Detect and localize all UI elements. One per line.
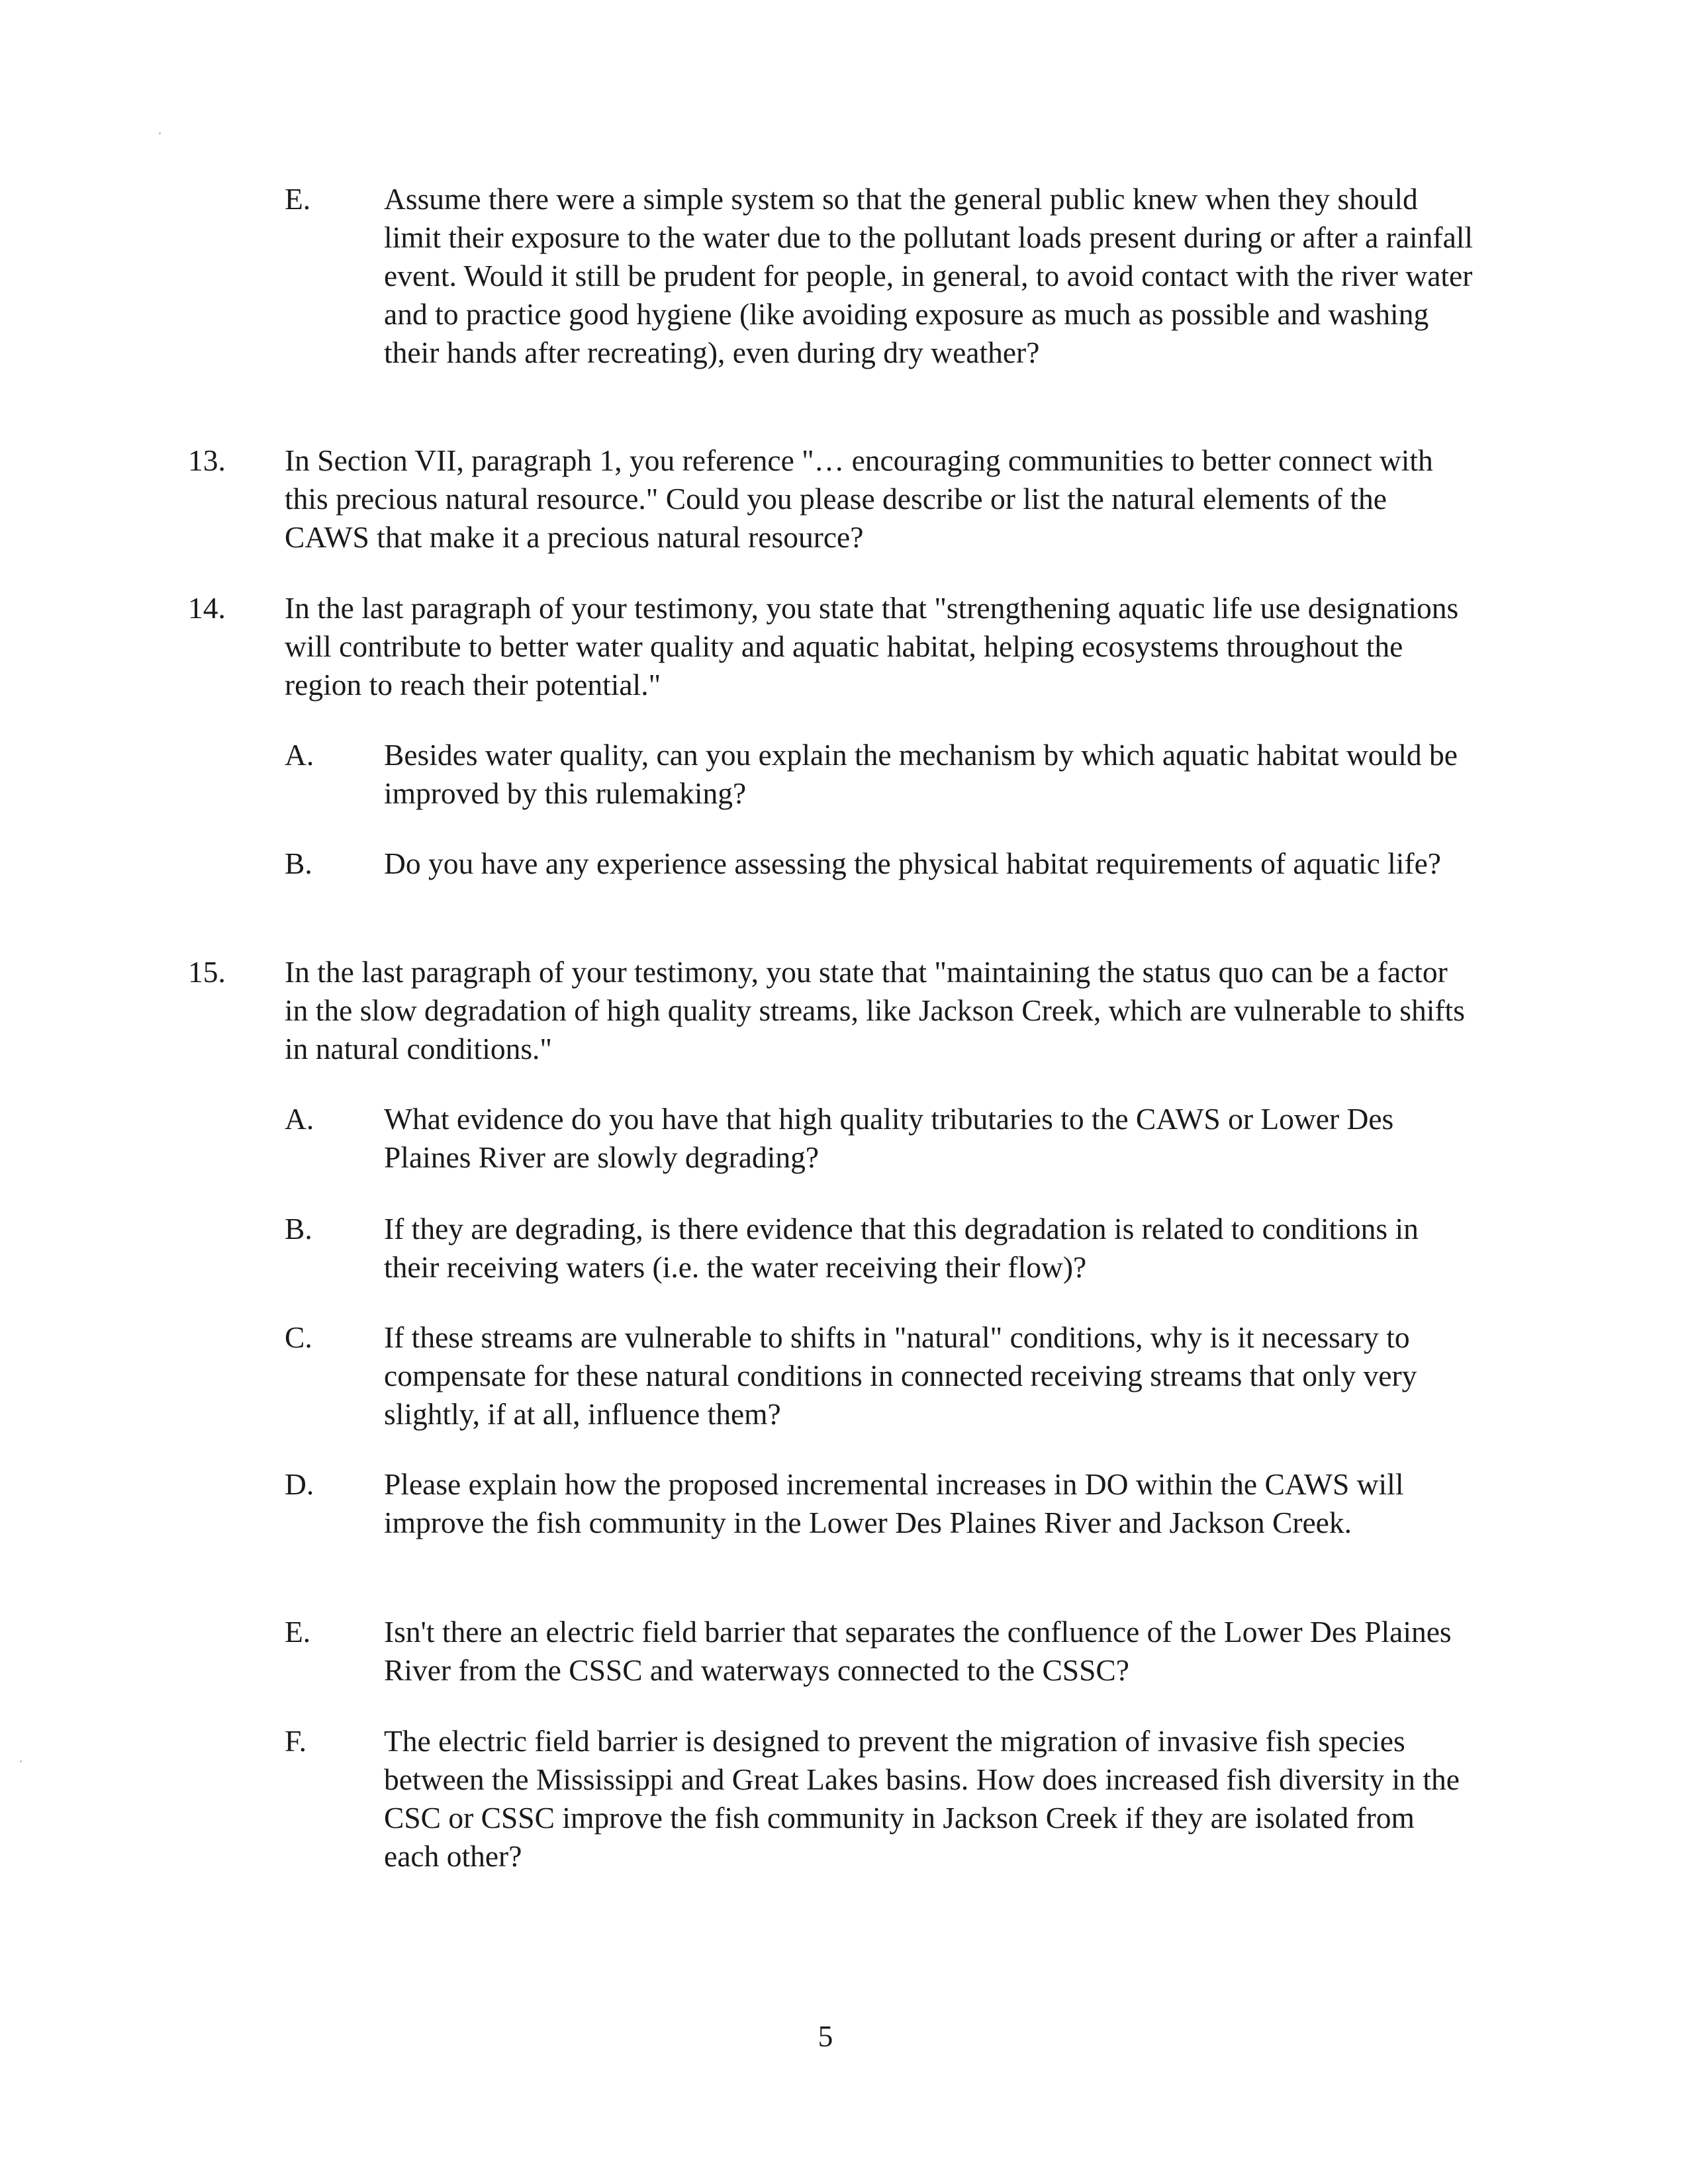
- item-marker: C.: [285, 1320, 312, 1354]
- subquestion-15-d: [0, 1465, 1476, 1542]
- scan-speck: [159, 132, 161, 134]
- item-marker: 14.: [188, 591, 226, 625]
- item-marker: E.: [285, 1615, 311, 1649]
- item-marker: E.: [285, 182, 311, 216]
- item-text: Assume there were a simple system so that the general public knew when they should limit their exposure to the water due to the pollutant loads present during or after a rainfall event. Would it still be prudent for people, in general, to avoid contact with the river water and to practice good hygiene (like avoiding exposure as much as possible and washing their hands after recreating), even during dry weather?: [384, 182, 1474, 369]
- item-marker: A.: [285, 1102, 314, 1136]
- item-text: If these streams are vulnerable to shifts in "natural" conditions, why is it necessary to compensate for these natural conditions in connected receiving streams that only very slightly, if at all, influence them?: [384, 1320, 1417, 1431]
- subquestion-15-c: [0, 1318, 1476, 1433]
- item-text: If they are degrading, is there evidence that this degradation is related to conditions in their receiving waters (i.e. the water receiving their flow)?: [384, 1212, 1419, 1284]
- item-marker: A.: [285, 738, 314, 772]
- item-text: The electric field barrier is designed to prevent the migration of invasive fish species between the Mississippi and Great Lakes basins. How does increased fish diversity in the CSC or CSSC improve the fish community in Jackson Creek if they are isolated from each other?: [384, 1724, 1460, 1873]
- page-number: 5: [818, 2019, 833, 2053]
- item-text: What evidence do you have that high quality tributaries to the CAWS or Lower Des Plaines River are slowly degrading?: [384, 1102, 1394, 1174]
- subquestion-15-f: [0, 1722, 1476, 1876]
- item-text: In the last paragraph of your testimony, you state that "maintaining the status quo can be a factor in the slow degradation of high quality streams, like Jackson Creek, which are vulnerable to shifts in natural conditions.": [285, 955, 1465, 1066]
- subquestion-12-e: [0, 180, 1476, 372]
- item-marker: 13.: [188, 443, 226, 477]
- question-15: [0, 953, 1476, 1068]
- item-text: Please explain how the proposed incremental increases in DO within the CAWS will improve the fish community in the Lower Des Plaines River and Jackson Creek.: [384, 1467, 1404, 1539]
- item-text: Besides water quality, can you explain the mechanism by which aquatic habitat would be improved by this rulemaking?: [384, 738, 1458, 810]
- subquestion-15-b: [0, 1210, 1476, 1287]
- item-text: In the last paragraph of your testimony, you state that "strengthening aquatic life use designations will contribute to better water quality and aquatic habitat, helping ecosystems throughout the region to reach their potential.": [285, 591, 1459, 702]
- item-text: Do you have any experience assessing the physical habitat requirements of aquatic life?: [384, 846, 1441, 880]
- item-text: Isn't there an electric field barrier that separates the confluence of the Lower Des Plaines River from the CSSC and waterways connected to the CSSC?: [384, 1615, 1452, 1687]
- item-marker: B.: [285, 846, 312, 880]
- item-marker: D.: [285, 1467, 314, 1501]
- item-marker: B.: [285, 1212, 312, 1246]
- question-13: [0, 441, 1476, 557]
- question-14: [0, 589, 1476, 704]
- subquestion-14-a: [0, 736, 1476, 813]
- item-marker: 15.: [188, 955, 226, 989]
- subquestion-15-e: [0, 1613, 1476, 1690]
- item-marker: F.: [285, 1724, 307, 1758]
- subquestion-15-a: [0, 1100, 1476, 1177]
- item-text: In Section VII, paragraph 1, you reference "… encouraging communities to better connect with this precious natural resource." Could you please describe or list the natural elements of the CAWS that make it a precious natural resource?: [285, 443, 1433, 554]
- subquestion-14-b: [0, 844, 1476, 883]
